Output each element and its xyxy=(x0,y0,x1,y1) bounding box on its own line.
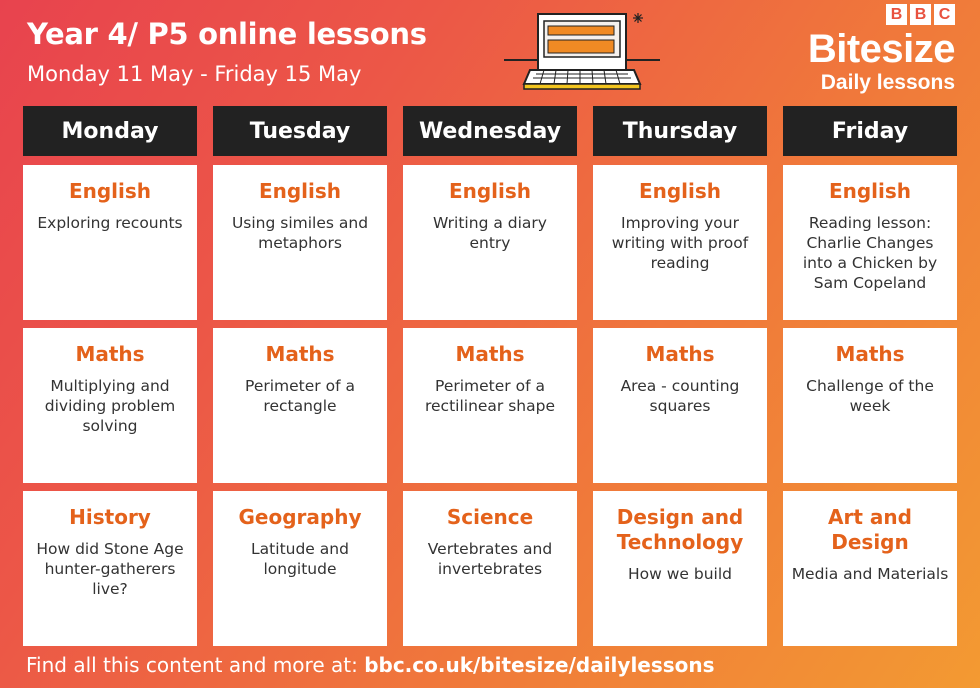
bbc-logo xyxy=(808,4,955,25)
lesson-card[interactable] xyxy=(783,165,957,320)
laptop-icon xyxy=(500,8,670,98)
lesson-topic: Latitude and longitude xyxy=(251,540,349,578)
lesson-subject: English xyxy=(258,179,342,203)
bbc-bitesize-logo xyxy=(808,4,955,95)
lesson-subject: Maths xyxy=(455,342,525,366)
lesson-card[interactable] xyxy=(213,165,387,320)
bbc-letter: B xyxy=(910,4,931,25)
lesson-subject: Geography xyxy=(238,505,362,529)
lesson-topic: Writing a diary entry xyxy=(433,214,547,252)
lesson-subject: Maths xyxy=(645,342,715,366)
lesson-subject: Science xyxy=(446,505,534,529)
page-subtitle: Monday 11 May - Friday 15 May xyxy=(27,62,362,86)
lesson-subject: Maths xyxy=(265,342,335,366)
lesson-topic: Perimeter of a rectilinear shape xyxy=(424,377,556,415)
lesson-card[interactable] xyxy=(783,328,957,483)
lesson-card[interactable] xyxy=(593,165,767,320)
brand-name: Bitesize xyxy=(807,27,955,71)
lesson-schedule-grid xyxy=(23,106,957,646)
lesson-card[interactable] xyxy=(23,165,197,320)
day-column-thursday xyxy=(593,106,767,646)
footer xyxy=(26,653,715,677)
lesson-card[interactable] xyxy=(23,491,197,646)
lesson-subject: Maths xyxy=(835,342,905,366)
footer-text: Find all this content and more at: xyxy=(26,653,365,677)
day-header: Thursday xyxy=(593,106,767,156)
lesson-topic: Improving your writing with proof reading xyxy=(611,214,749,272)
lesson-card[interactable] xyxy=(213,328,387,483)
lesson-card[interactable] xyxy=(213,491,387,646)
lesson-subject: English xyxy=(828,179,912,203)
lesson-subject: English xyxy=(448,179,532,203)
lesson-topic: Media and Materials xyxy=(791,565,949,583)
lesson-topic: How did Stone Age hunter-gatherers live? xyxy=(36,540,184,598)
lesson-card[interactable] xyxy=(593,328,767,483)
lesson-topic: Reading lesson: Charlie Changes into a Chicken by Sam Copeland xyxy=(802,214,938,292)
day-header: Tuesday xyxy=(213,106,387,156)
lesson-subject: English xyxy=(638,179,722,203)
footer-link[interactable]: bbc.co.uk/bitesize/dailylessons xyxy=(364,653,715,677)
lesson-topic: Vertebrates and invertebrates xyxy=(427,540,553,578)
lesson-topic: Exploring recounts xyxy=(37,214,183,232)
lesson-card[interactable] xyxy=(593,491,767,646)
lesson-topic: Area - counting squares xyxy=(620,377,740,415)
lesson-topic: Challenge of the week xyxy=(806,377,934,415)
bbc-letter: B xyxy=(886,4,907,25)
lesson-topic: Multiplying and dividing problem solving xyxy=(44,377,176,435)
bbc-letter: C xyxy=(934,4,955,25)
lesson-topic: Using similes and metaphors xyxy=(231,214,369,252)
lesson-card[interactable] xyxy=(403,491,577,646)
lesson-card[interactable] xyxy=(23,328,197,483)
lesson-subject: History xyxy=(69,505,151,529)
day-column-friday xyxy=(783,106,957,646)
lesson-card[interactable] xyxy=(403,165,577,320)
lesson-subject: Art and Design xyxy=(828,505,912,554)
day-column-tuesday xyxy=(213,106,387,646)
day-column-monday xyxy=(23,106,197,646)
lesson-subject: English xyxy=(68,179,152,203)
lesson-subject: Design and Technology xyxy=(616,505,744,554)
lesson-card[interactable] xyxy=(783,491,957,646)
lesson-topic: Perimeter of a rectangle xyxy=(245,377,355,415)
lesson-subject: Maths xyxy=(75,342,145,366)
day-column-wednesday xyxy=(403,106,577,646)
day-header: Monday xyxy=(23,106,197,156)
lesson-card[interactable] xyxy=(403,328,577,483)
day-header: Friday xyxy=(783,106,957,156)
brand-tagline: Daily lessons xyxy=(820,71,955,94)
page-title: Year 4/ P5 online lessons xyxy=(27,17,427,51)
lesson-topic: How we build xyxy=(628,565,732,583)
day-header: Wednesday xyxy=(403,106,577,156)
